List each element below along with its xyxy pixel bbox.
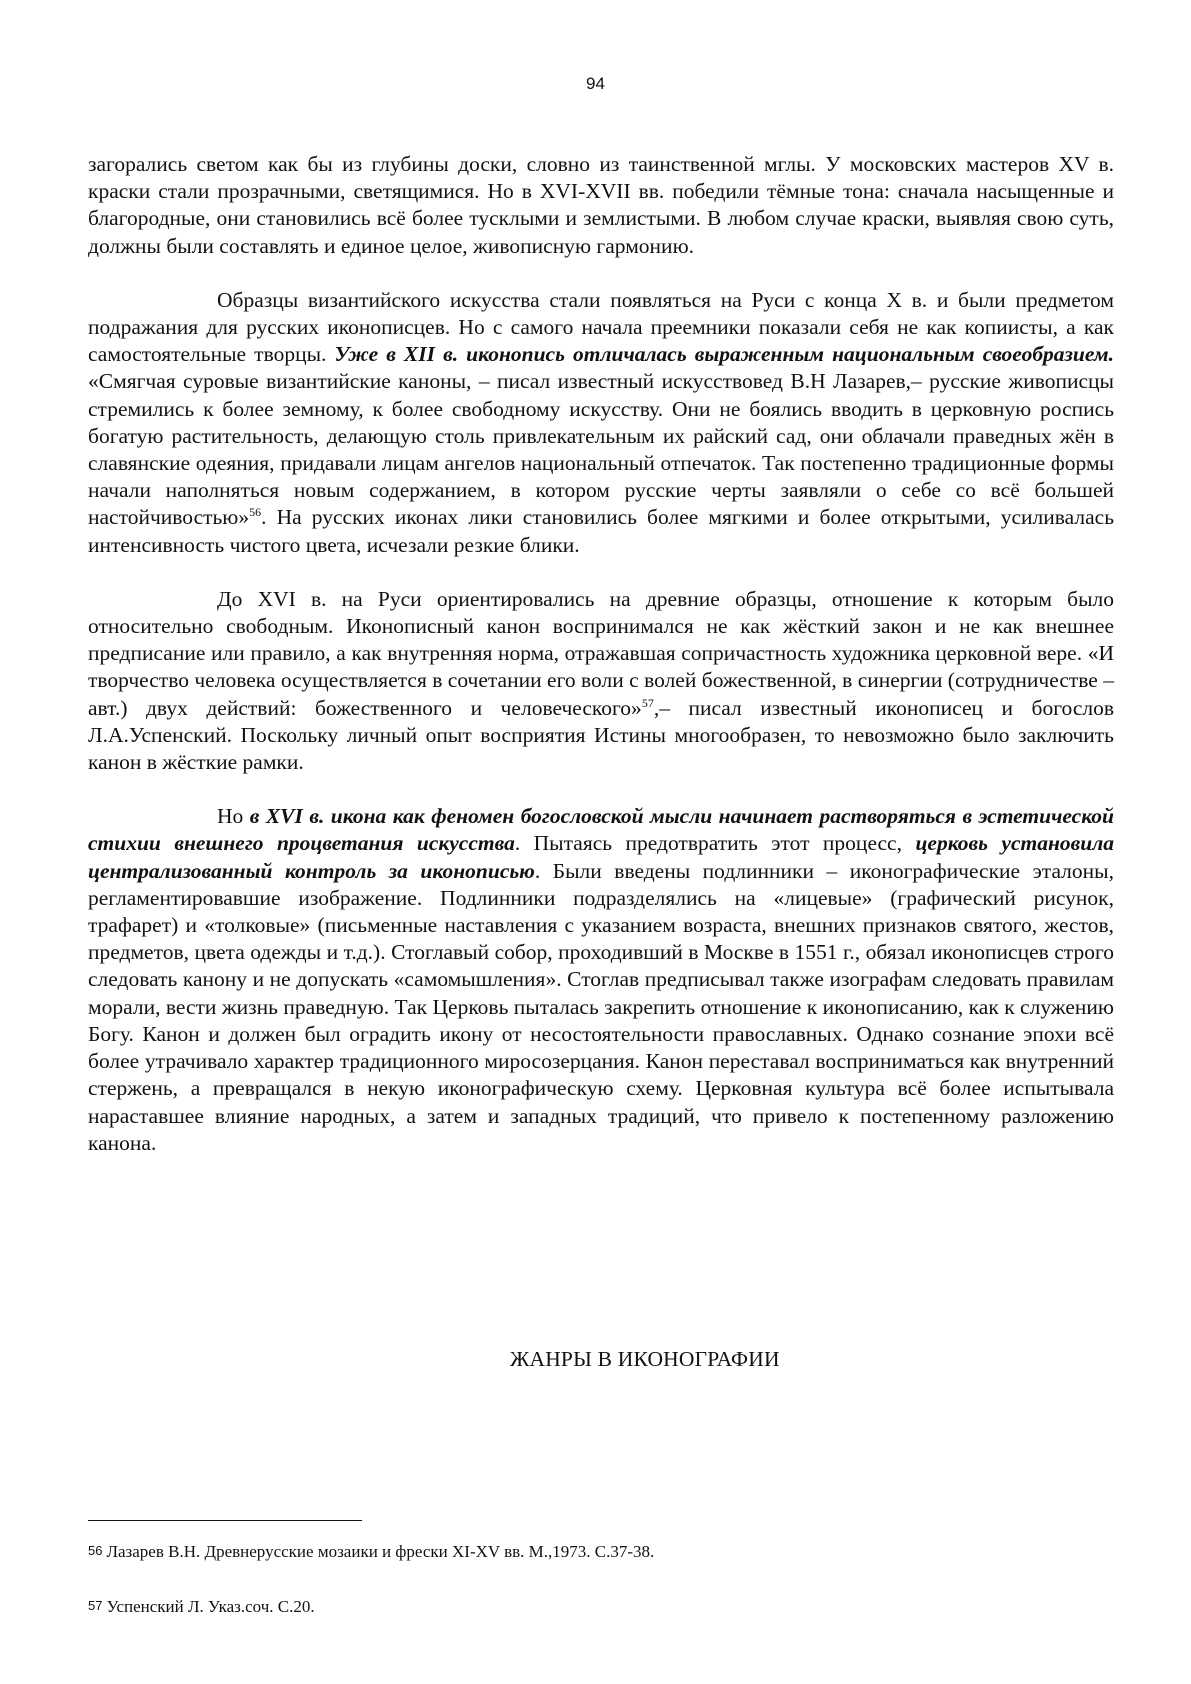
footnote-number: 56 xyxy=(88,1543,103,1558)
text-run: До XVI в. на Руси ориентировались на древние образцы, отношение к которым было относительно свободным. Иконописный канон воспринимался не как жёсткий закон и не как внешнее предписание или правило, а как внутренняя норма, отражавшая сопричастность художника церковной вере. «И творчество человека осуществляется в сочетании его воли с волей божественной, в синергии (сотрудничестве – авт.) двух действий: божественного и человеческого» xyxy=(88,586,1114,720)
footnote xyxy=(88,1597,315,1617)
text-run: . Были введены подлинники – иконографические эталоны, регламентировавшие изображение. Подлинники подразделялись на «лицевые» (графический рисунок, трафарет) и «толковые» (письменные наставления с указанием возраста, внешних признаков святого, жестов, предметов, цвета одежды и т.д.). Стоглавый собор, проходивший в Москве в 1551 г., обязал иконописцев строго следовать канону и не допускать «самомышления». Стоглав предписывал также изографам следовать правилам морали, вести жизнь праведную. Так Церковь пыталась закрепить отношение к иконописанию, как к служению Богу. Канон и должен был оградить икону от несостоятельности православных. Однако сознание эпохи всё более утрачивало характер традиционного миросозерцания. Канон переставал восприниматься как внутренний стержень, а превращался в некую иконографическую схему. Церковная культура всё более испытывала нараставшее влияние народных, а затем и западных традиций, что привело к постепенному разложению канона. xyxy=(88,858,1114,1155)
footnote-reference: 57 xyxy=(641,695,654,710)
text-run: . Пытаясь предотвратить этот процесс, xyxy=(514,831,916,856)
text-run: загорались светом как бы из глубины доски, словно из таинственной мглы. У московских мастеров XV в. краски стали прозрачными, светящимися. Но в XVI-XVII вв. победили тёмные тона: сначала насыщенные и благородные, они становились всё более тусклыми и землистыми. В любом случае краски, выявляя свою суть, должны были составлять и единое целое, живописную гармонию. xyxy=(88,152,1114,258)
text-run: Но xyxy=(217,804,250,829)
emphasized-text: Уже в XII в. иконопись отличалась выраженным национальным своеобразием. xyxy=(334,342,1115,367)
emphasized-text: в XVI в. икона как феномен богословской мысли начинает растворяться в эстетической стихии внешнего процветания искусства xyxy=(88,804,1114,856)
footnote-reference: 56 xyxy=(249,505,262,520)
paragraph xyxy=(88,803,1114,1157)
footnote xyxy=(88,1542,654,1562)
footnote-divider xyxy=(88,1520,362,1521)
footnote-number: 57 xyxy=(88,1598,103,1613)
emphasized-text: церковь установила централизованный контроль за иконописью xyxy=(88,831,1114,883)
text-run: . На русских иконах лики становились более мягкими и более открытыми, усиливалась интенсивность чистого цвета, исчезали резкие блики. xyxy=(88,505,1114,557)
footnote-text: Успенский Л. Указ.соч. С.20. xyxy=(106,1597,315,1616)
body-text xyxy=(88,151,1114,1157)
paragraph xyxy=(88,586,1114,776)
paragraph xyxy=(88,287,1114,559)
text-run: Образцы византийского искусства стали появляться на Руси с конца X в. и были предметом подражания для русских иконописцев. Но с самого начала преемники показали себя не как копиисты, а как самостоятельные творцы. xyxy=(88,287,1114,367)
text-run: «Смягчая суровые византийские каноны, – писал известный искусствовед В.Н Лазарев,– русские живописцы стремились к более земному, к более свободному искусству. Они не боялись вводить в церковную роспись богатую растительность, делающую столь привлекательным их райский сад, они облачали праведных жён в славянские одеяния, придавали лицам ангелов национальный отпечаток. Так постепенно традиционные формы начали наполняться новым содержанием, в котором русские черты заявляли о себе со всё большей настойчивостью» xyxy=(88,369,1114,530)
page-number: 94 xyxy=(586,74,605,93)
text-run: ,– писал известный иконописец и богослов Л.А.Успенский. Поскольку личный опыт восприятия Истины многообразен, то невозможно было заключить канон в жёсткие рамки. xyxy=(88,695,1114,775)
footnote-text: Лазарев В.Н. Древнерусские мозаики и фрески XI-XV вв. М.,1973. С.37-38. xyxy=(106,1542,655,1561)
section-heading: ЖАНРЫ В ИКОНОГРАФИИ xyxy=(510,1347,780,1371)
paragraph xyxy=(88,151,1114,260)
